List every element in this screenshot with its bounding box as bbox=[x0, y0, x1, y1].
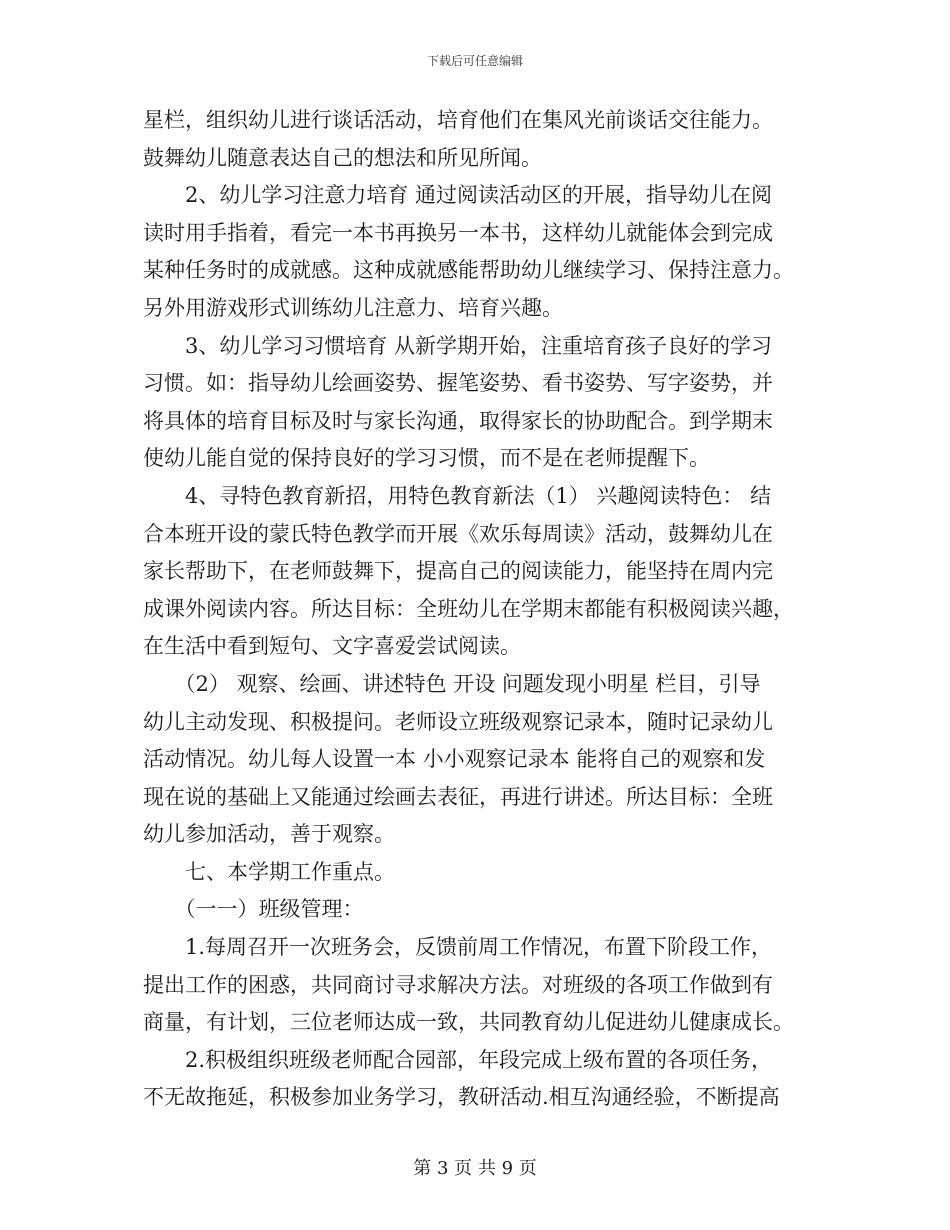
page-header: 下载后可任意编辑 bbox=[426, 54, 523, 68]
page-number: 第 3 页 共 9 页 bbox=[413, 1158, 537, 1179]
text-line: 成课外阅读内容。所达目标：全班幼儿在学期末都能有积极阅读兴趣， bbox=[143, 596, 794, 621]
text-line: （2） 观察、绘画、讲述特色 开设 问题发现小明星 栏目，引导 bbox=[143, 671, 761, 696]
text-line: 4、寻特色教育新招，用特色教育新法（1） 兴趣阅读特色： 结 bbox=[143, 483, 772, 508]
text-line: 活动情况。幼儿每人设置一本 小小观察记录本 能将自己的观察和发 bbox=[143, 747, 766, 772]
section-heading: 七、本学期工作重点。 bbox=[143, 859, 395, 884]
text-line: 合本班开设的蒙氏特色教学而开展《欢乐每周读》活动，鼓舞幼儿在 bbox=[143, 521, 773, 546]
text-line: 2、幼儿学习注意力培育 通过阅读活动区的开展，指导幼儿在阅 bbox=[143, 183, 773, 208]
text-line: 使幼儿能自觉的保持良好的学习习惯，而不是在老师提醒下。 bbox=[143, 446, 710, 471]
text-line: 某种任务时的成就感。这种成就感能帮助幼儿继续学习、保持注意力。 bbox=[143, 258, 794, 283]
text-line: 读时用手指着，看完一本书再换另一本书，这样幼儿就能体会到完成 bbox=[143, 220, 773, 245]
text-line: 家长帮助下，在老师鼓舞下，提高自己的阅读能力，能坚持在周内完 bbox=[143, 559, 773, 584]
subsection-heading: （一一）班级管理： bbox=[143, 897, 364, 922]
text-line: 商量，有计划，三位老师达成一致，共同教育幼儿促进幼儿健康成长。 bbox=[143, 1010, 794, 1035]
text-line: 习惯。如：指导幼儿绘画姿势、握笔姿势、看书姿势、写字姿势，并 bbox=[143, 371, 773, 396]
text-line: 鼓舞幼儿随意表达自己的想法和所见所闻。 bbox=[143, 145, 542, 170]
text-line: 将具体的培育目标及时与家长沟通，取得家长的协助配合。到学期末 bbox=[143, 408, 773, 433]
document-body bbox=[143, 102, 811, 1117]
text-line: 1.每周召开一次班务会，反馈前周工作情况，布置下阶段工作， bbox=[143, 935, 773, 960]
text-line: 现在说的基础上又能通过绘画去表征，再进行讲述。所达目标：全班 bbox=[143, 784, 773, 809]
text-line: 幼儿主动发现、积极提问。老师设立班级观察记录本，随时记录幼儿 bbox=[143, 709, 773, 734]
text-line: 提出工作的困惑，共同商讨寻求解决方法。对班级的各项工作做到有 bbox=[143, 972, 773, 997]
text-line: 星栏，组织幼儿进行谈话活动，培育他们在集风光前谈话交往能力。 bbox=[143, 108, 773, 132]
text-line: 在生活中看到短句、文字喜爱尝试阅读。 bbox=[143, 634, 521, 659]
text-line: 另外用游戏形式训练幼儿注意力、培育兴趣。 bbox=[143, 295, 563, 320]
text-line: 2.积极组织班级老师配合园部，年段完成上级布置的各项任务， bbox=[143, 1047, 773, 1072]
text-line: 不无故拖延，积极参加业务学习，教研活动.相互沟通经验，不断提高 bbox=[143, 1085, 780, 1110]
text-line: 幼儿参加活动，善于观察。 bbox=[143, 822, 395, 847]
text-line: 3、幼儿学习习惯培育 从新学期开始，注重培育孩子良好的学习 bbox=[143, 333, 773, 358]
